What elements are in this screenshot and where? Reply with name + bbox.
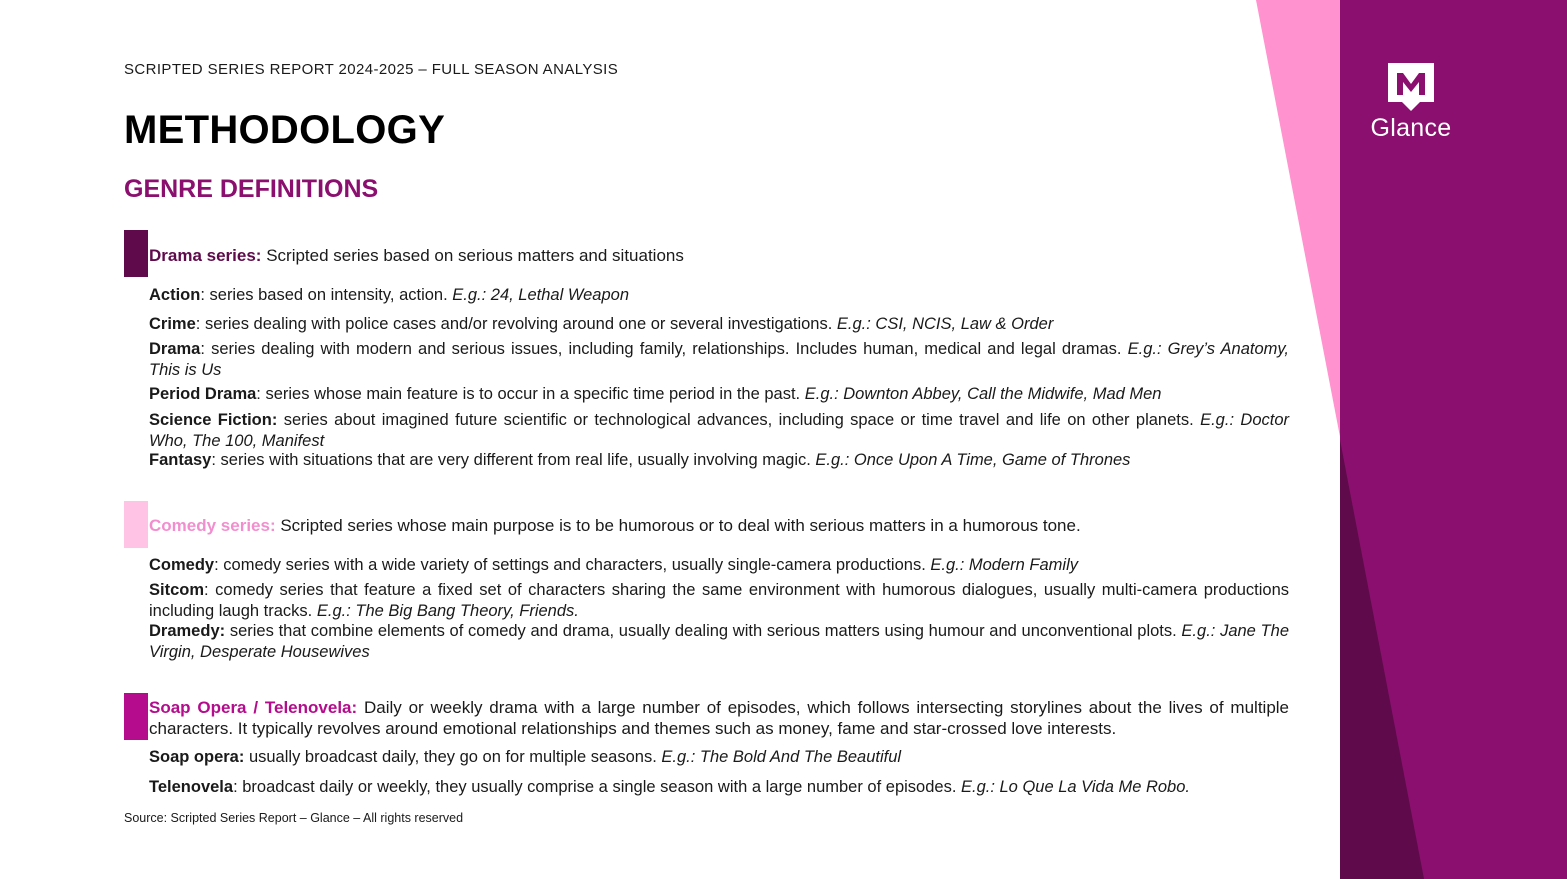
genre-item-crime: Crime: series dealing with police cases and/or revolving around one or several investigations. E.g.: CSI, NCIS, Law & Order [149,315,1054,333]
genre-definition: series with situations that are very different from real life, usually involving magic. [220,451,816,469]
genre-examples: E.g.: Modern Family [930,556,1078,574]
soap-label: Soap Opera / Telenovela: [149,698,358,717]
genre-term: Crime [149,315,196,333]
genre-examples: E.g.: Once Upon A Time, Game of Thrones [815,451,1131,469]
genre-term: Comedy [149,556,215,574]
genre-definition: comedy series that feature a fixed set of characters sharing the same environment with humorous dialogues, usually multi-camera productions including laugh tracks. [149,581,1289,620]
genre-term: Period Drama [149,385,257,403]
genre-item-telenovela: Telenovela: broadcast daily or weekly, they usually comprise a single season with a large number of episodes. E.g.: Lo Que La Vida Me Robo. [149,778,1190,796]
genre-examples: E.g.: CSI, NCIS, Law & Order [836,315,1054,333]
genre-term: Science Fiction: [149,411,278,429]
drama-description: Scripted series based on serious matters and situations [261,246,684,265]
genre-term: Soap opera: [149,748,245,766]
comedy-label: Comedy series: [149,516,276,535]
report-kicker: SCRIPTED SERIES REPORT 2024-2025 – FULL SEASON ANALYSIS [124,61,619,78]
source-note: Source: Scripted Series Report – Glance – All rights reserved [124,811,464,825]
genre-definition: comedy series with a wide variety of settings and characters, usually single-camera productions. [223,556,931,574]
comedy-marker [124,501,148,548]
genre-term: Action [149,286,201,304]
genre-definition: series based on intensity, action. [209,286,453,304]
logo-text: Glance [1370,114,1452,142]
genre-definition: series about imagined future scientific or technological advances, including space or time travel and life on other planets. [283,411,1201,429]
genre-examples: E.g.: Lo Que La Vida Me Robo. [960,778,1190,796]
genre-examples: E.g.: Doctor Who, The 100, Manifest [149,411,1289,450]
m-logo-icon [1387,62,1435,112]
drama-label: Drama series: [149,246,262,265]
genre-definition: usually broadcast daily, they go on for multiple seasons. [248,748,662,766]
soap-description: Daily or weekly drama with a large number of episodes, which follows intersecting storylines about the lives of multiple characters. It typically revolves around emotional relationships and themes such as money, fame and star-crossed love interests. [149,698,1290,738]
genre-definition: series whose main feature is to occur in a specific time period in the past. [265,385,805,403]
drama-marker [124,230,148,277]
genre-examples: E.g.: Grey’s Anatomy, This is Us [149,340,1290,379]
genre-examples: E.g.: The Big Bang Theory, Friends. [316,601,579,620]
comedy-heading [149,516,1289,537]
genre-term: Telenovela [149,778,234,796]
genre-item-drama: Drama: series dealing with modern and serious issues, including family, relationships. Includes human, medical and legal dramas. E.g.: Grey’s Anatomy, This is Us [149,340,1290,379]
genre-examples: E.g.: The Bold And The Beautiful [661,748,902,766]
page-title: METHODOLOGY [124,108,446,152]
genre-item-dramedy [149,621,1289,662]
genre-term: Fantasy [149,451,212,469]
section-subtitle: GENRE DEFINITIONS [124,175,379,203]
genre-item-fantasy: Fantasy: series with situations that are very different from real life, usually involving magic. E.g.: Once Upon A Time, Game of Thrones [149,451,1131,469]
genre-examples: E.g.: Downton Abbey, Call the Midwife, Mad Men [804,385,1162,403]
genre-item-sitcom: Sitcom: comedy series that feature a fixed set of characters sharing the same environment with humorous dialogues, usually multi-camera productions including laugh tracks. E.g.: The Big Bang Theory, Friends. [149,581,1289,620]
genre-definition: series that combine elements of comedy and drama, usually dealing with serious matters using humour and unconventional plots. [229,622,1182,640]
genre-item-period-drama: Period Drama: series whose main feature is to occur in a specific time period in the past. E.g.: Downton Abbey, Call the Midwife, Mad Men [149,385,1162,403]
comedy-description: Scripted series whose main purpose is to be humorous or to deal with serious matters in a humorous tone. [275,516,1081,535]
genre-definition: series dealing with police cases and/or revolving around one or several investigations. [204,315,837,333]
genre-definition: series dealing with modern and serious issues, including family, relationships. Includes human, medical and legal dramas. [211,340,1128,358]
genre-examples: E.g.: 24, Lethal Weapon [452,286,630,304]
genre-item-science-fiction [149,410,1289,451]
genre-definition: broadcast daily or weekly, they usually comprise a single season with a large number of episodes. [242,778,961,796]
genre-term: Drama [149,340,201,358]
genre-examples: E.g.: Jane The Virgin, Desperate Housewives [149,622,1289,661]
genre-item-action: Action: series based on intensity, action. E.g.: 24, Lethal Weapon [149,286,630,304]
genre-term: Dramedy: [149,622,226,640]
glance-logo [1362,62,1460,143]
genre-item-comedy: Comedy: comedy series with a wide variety of settings and characters, usually single-camera productions. E.g.: Modern Family [149,556,1078,574]
drama-heading [149,246,1289,267]
genre-item-soap-opera [149,747,1289,768]
genre-term: Sitcom [149,581,205,599]
soap-heading [149,698,1289,739]
soap-marker [124,693,148,740]
